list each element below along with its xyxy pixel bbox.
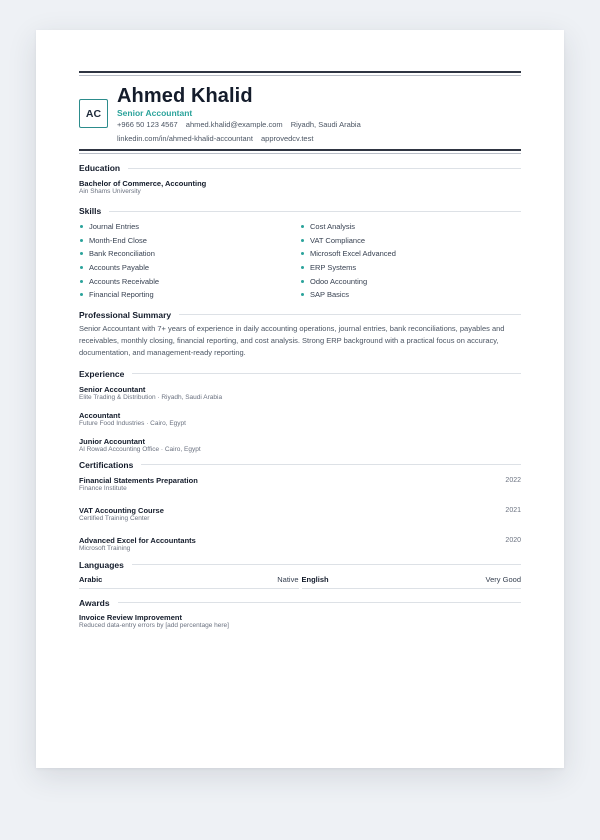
- certification-name: Financial Statements Preparation: [79, 475, 198, 485]
- bullet-dot-icon: [80, 239, 83, 242]
- certification-issuer: Certified Training Center: [79, 514, 150, 522]
- phone-text: +966 50 123 4567: [117, 120, 178, 129]
- header-bottom-rule-thin: [79, 153, 521, 154]
- certification-name: Advanced Excel for Accountants: [79, 535, 196, 545]
- resume-content: [79, 71, 521, 630]
- employer: Future Food Industries · Cairo, Egypt: [79, 419, 186, 427]
- initials-badge: AC: [79, 99, 108, 128]
- experience-item: [79, 385, 521, 402]
- language-name: English: [301, 574, 329, 584]
- certification-item: [79, 536, 521, 553]
- job-title: Senior Accountant: [79, 384, 146, 394]
- section-heading-summary: [79, 310, 521, 320]
- skill-item: Microsoft Excel Advanced: [300, 247, 521, 261]
- skill-item: Cost Analysis: [300, 220, 521, 234]
- section-title: Professional Summary: [79, 309, 172, 320]
- skills-column-left: [79, 220, 300, 302]
- location-text: Riyadh, Saudi Arabia: [290, 120, 361, 129]
- award-detail: Reduced data-entry errors by [add percentage here]: [79, 621, 229, 629]
- certification-name: VAT Accounting Course: [79, 505, 164, 515]
- certification-issuer: Microsoft Training: [79, 544, 131, 552]
- email-link[interactable]: ahmed.khalid@example.com: [185, 120, 283, 129]
- bullet-dot-icon: [80, 252, 83, 255]
- bullet-dot-icon: [80, 293, 83, 296]
- job-title: Junior Accountant: [79, 436, 145, 446]
- employer: Elite Trading & Distribution · Riyadh, Saudi Arabia: [79, 393, 223, 401]
- section-divider: [132, 373, 521, 374]
- section-heading-languages: [79, 560, 521, 570]
- section-heading-certifications: [79, 460, 521, 470]
- section-heading-experience: [79, 369, 521, 379]
- certification-item: [79, 476, 521, 493]
- section-title: Awards: [79, 597, 110, 608]
- experience-item: [79, 437, 521, 454]
- linkedin-link[interactable]: linkedin.com/in/ahmed-khalid-accountant: [117, 134, 253, 143]
- bullet-dot-icon: [301, 252, 304, 255]
- job-title: Accountant: [79, 410, 121, 420]
- section-divider: [118, 602, 521, 603]
- skill-item: Month-End Close: [79, 234, 300, 248]
- section-heading-awards: [79, 598, 521, 608]
- certification-item: [79, 506, 521, 523]
- section-title: Experience: [79, 368, 125, 379]
- bullet-dot-icon: [301, 239, 304, 242]
- section-divider: [179, 314, 521, 315]
- bullet-dot-icon: [80, 225, 83, 228]
- school-name: Ain Shams University: [79, 188, 141, 195]
- skills-column-right: [300, 220, 521, 302]
- resume-page: [36, 30, 564, 768]
- experience-item: [79, 411, 521, 428]
- section-heading-education: [79, 163, 521, 173]
- degree-title: Bachelor of Commerce, Accounting: [79, 179, 207, 188]
- links-line: [117, 134, 367, 143]
- bullet-dot-icon: [301, 266, 304, 269]
- section-title: Education: [79, 163, 121, 173]
- certification-year: 2022: [505, 476, 521, 484]
- certification-issuer: Finance Institute: [79, 484, 127, 492]
- language-level: Very Good: [485, 574, 521, 584]
- language-level: Native: [277, 574, 299, 584]
- header-bottom-rule: [79, 149, 521, 151]
- candidate-title: Senior Accountant: [117, 108, 193, 118]
- skill-item: Odoo Accounting: [300, 274, 521, 288]
- language-item: [79, 575, 299, 589]
- section-divider: [141, 464, 521, 465]
- bullet-dot-icon: [301, 225, 304, 228]
- education-item: [79, 179, 521, 196]
- certification-year: 2021: [505, 506, 521, 514]
- contact-line: [117, 120, 367, 129]
- skill-item: Journal Entries: [79, 220, 300, 234]
- header-text: [117, 85, 367, 143]
- section-title: Languages: [79, 559, 124, 570]
- skill-item: Financial Reporting: [79, 288, 300, 302]
- header-top-rule-thin: [79, 75, 521, 76]
- skill-item: SAP Basics: [300, 288, 521, 302]
- section-divider: [128, 168, 521, 169]
- bullet-dot-icon: [301, 293, 304, 296]
- section-title: Certifications: [79, 459, 134, 470]
- skills-grid: [79, 220, 521, 302]
- skill-item: Bank Reconciliation: [79, 247, 300, 261]
- summary-text: Senior Accountant with 7+ years of experience in daily accounting operations, journal entries, bank reconciliations, payables and receivables, monthly closing, financial reporting, and cost analysis. Strong ERP background with a practical focus on accuracy, documentation, and management-ready reporting.: [79, 323, 505, 357]
- section-divider: [132, 564, 521, 565]
- skill-item: Accounts Receivable: [79, 274, 300, 288]
- certification-year: 2020: [505, 536, 521, 544]
- award-name: Invoice Review Improvement: [79, 612, 182, 622]
- skill-item: ERP Systems: [300, 261, 521, 275]
- section-title: Skills: [79, 206, 102, 216]
- header-top-rule: [79, 71, 521, 73]
- bullet-dot-icon: [301, 280, 304, 283]
- resume-header: [79, 85, 521, 143]
- skill-item: VAT Compliance: [300, 234, 521, 248]
- languages-row: [79, 575, 521, 589]
- language-name: Arabic: [79, 574, 103, 584]
- website-link[interactable]: approvedcv.test: [261, 134, 314, 143]
- bullet-dot-icon: [80, 266, 83, 269]
- section-divider: [109, 211, 521, 212]
- bullet-dot-icon: [80, 280, 83, 283]
- candidate-name: Ahmed Khalid: [117, 85, 253, 107]
- section-heading-skills: [79, 206, 521, 216]
- skill-item: Accounts Payable: [79, 261, 300, 275]
- language-item: [302, 575, 522, 589]
- award-item: [79, 613, 521, 630]
- employer: Al Rowad Accounting Office · Cairo, Egypt: [79, 445, 201, 453]
